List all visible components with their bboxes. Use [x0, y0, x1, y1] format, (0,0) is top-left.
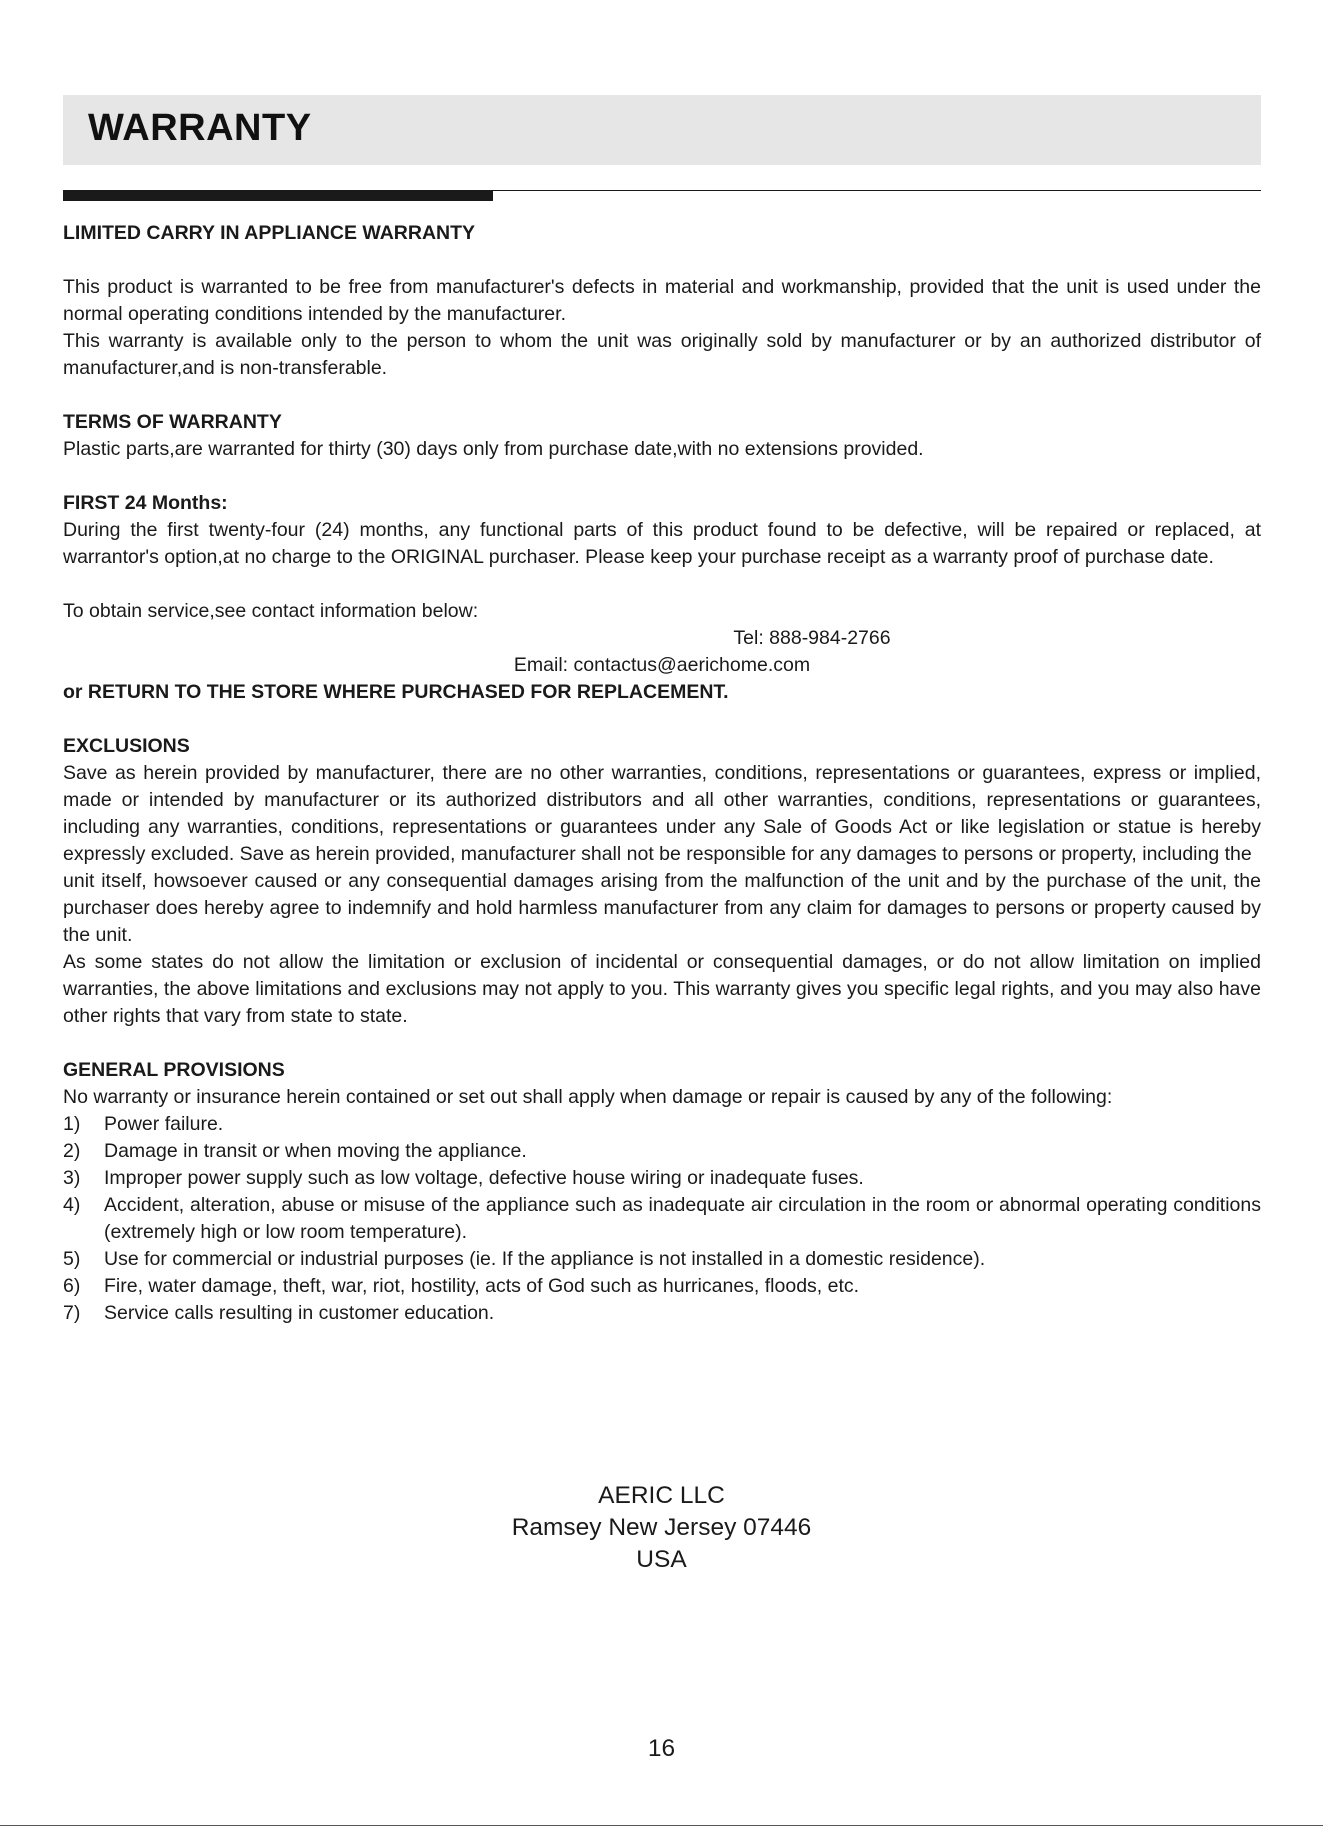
list-item-number: 6): [63, 1275, 81, 1297]
first-24-months-heading: FIRST 24 Months:: [63, 492, 228, 514]
limited-warranty-heading: LIMITED CARRY IN APPLIANCE WARRANTY: [63, 222, 476, 244]
list-item-text: Improper power supply such as low voltage, defective house wiring or inadequate fuses.: [104, 1167, 864, 1189]
terms-text: Plastic parts,are warranted for thirty (30) days only from purchase date,with no extensions provided.: [63, 438, 924, 460]
list-item: [63, 1111, 1261, 1138]
list-item: [63, 1273, 1261, 1300]
service-intro: To obtain service,see contact information below:: [63, 600, 479, 622]
terms-heading: TERMS OF WARRANTY: [63, 411, 282, 433]
exclusions-heading: EXCLUSIONS: [63, 735, 190, 757]
general-provisions-heading: GENERAL PROVISIONS: [63, 1059, 285, 1081]
list-item-text: Damage in transit or when moving the appliance.: [104, 1140, 527, 1162]
exclusions-para-2: unit itself, howsoever caused or any consequential damages arising from the malfunction of the unit and by the purchase of the unit, the purchaser does hereby agree to indemnify and hold harmless manufacturer from any claim for damages to persons or property caused by the unit.: [63, 870, 1261, 946]
service-email: Email: contactus@aerichome.com: [513, 654, 811, 676]
list-item-number: 5): [63, 1248, 81, 1270]
header-band: [63, 95, 1261, 165]
limited-warranty-para-1: This product is warranted to be free from manufacturer's defects in material and workmanship, provided that the unit is used under the normal operating conditions intended by the manufacturer.: [63, 276, 1261, 325]
section-rule-thick: [63, 190, 493, 201]
page-title: WARRANTY: [88, 107, 312, 149]
list-item: [63, 1300, 1261, 1327]
list-item-number: 4): [63, 1194, 81, 1216]
list-item-text: Accident, alteration, abuse or misuse of the appliance such as inadequate air circulation in the room or abnormal operating conditions (extremely high or low room temperature).: [104, 1194, 1261, 1243]
list-item: [63, 1246, 1261, 1273]
general-provisions-intro: No warranty or insurance herein contained or set out shall apply when damage or repair is caused by any of the following:: [63, 1086, 1113, 1108]
bottom-rule: [0, 1825, 1323, 1826]
provisions-list: [63, 1111, 1261, 1327]
company-name: AERIC LLC: [598, 1482, 725, 1509]
list-item-number: 3): [63, 1167, 81, 1189]
limited-warranty-para-2: This warranty is available only to the person to whom the unit was originally sold by manufacturer or by an authorized distributor of manufacturer,and is non-transferable.: [63, 330, 1261, 379]
exclusions-para-3: As some states do not allow the limitation or exclusion of incidental or consequential damages, or do not allow limitation on implied warranties, the above limitations and exclusions may not apply to you. This warranty gives you specific legal rights, and you may also have other rights that vary from state to state.: [63, 951, 1261, 1027]
list-item-number: 1): [63, 1113, 81, 1135]
first-24-months-text: During the first twenty-four (24) months, any functional parts of this product found to be defective, will be repaired or replaced, at warrantor's option,at no charge to the ORIGINAL purchaser. Please keep your purchase receipt as a warranty proof of purchase date.: [63, 519, 1261, 568]
section-rule-thin: [493, 190, 1261, 191]
list-item-number: 7): [63, 1302, 81, 1324]
list-item: [63, 1165, 1261, 1192]
list-item-text: Service calls resulting in customer education.: [104, 1302, 495, 1324]
list-item: [63, 1138, 1261, 1165]
list-item-text: Use for commercial or industrial purposes (ie. If the appliance is not installed in a domestic residence).: [104, 1248, 986, 1270]
company-address: [0, 1480, 1323, 1576]
company-country: USA: [636, 1546, 687, 1573]
company-city: Ramsey New Jersey 07446: [511, 1514, 812, 1541]
list-item-text: Fire, water damage, theft, war, riot, hostility, acts of God such as hurricanes, floods, etc.: [104, 1275, 860, 1297]
page-number: 16: [647, 1735, 676, 1762]
list-item-number: 2): [63, 1140, 81, 1162]
service-tel: Tel: 888-984-2766: [733, 627, 891, 649]
exclusions-para-1: Save as herein provided by manufacturer, there are no other warranties, conditions, representations or guarantees, express or implied, made or intended by manufacturer or its authorized distributors and all other warranties, conditions, representations or guarantees, including any warranties, conditions, representations or guarantees under any Sale of Goods Act or like legislation or statue is hereby expressly excluded. Save as herein provided, manufacturer shall not be responsible for any damages to persons or property, including the: [63, 762, 1261, 865]
warranty-body: [63, 220, 1261, 1327]
list-item-text: Power failure.: [104, 1113, 224, 1135]
return-to-store-line: or RETURN TO THE STORE WHERE PURCHASED FOR REPLACEMENT.: [63, 681, 729, 703]
list-item: [63, 1192, 1261, 1246]
